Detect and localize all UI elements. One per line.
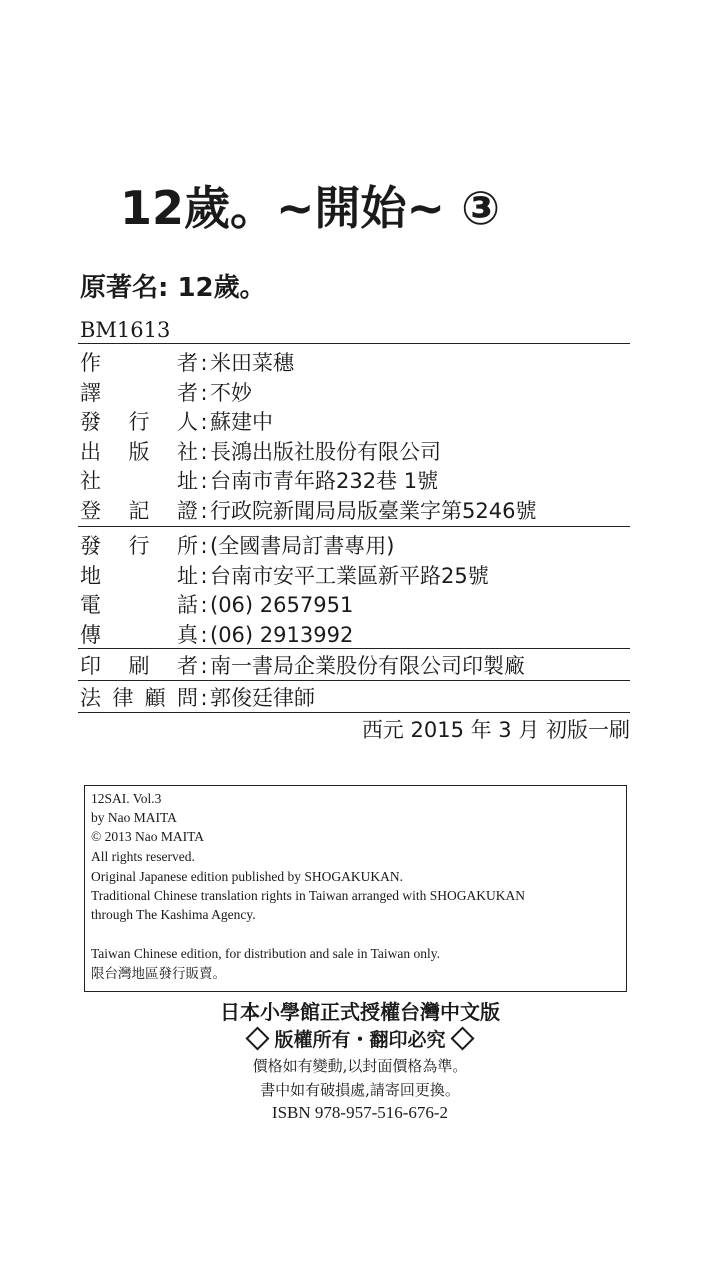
price-note: 價格如有變動,以封面價格為準。 bbox=[252, 1057, 468, 1075]
colon: : bbox=[200, 534, 208, 558]
credit-value: 不妙 bbox=[210, 380, 252, 405]
original-title: 原著名: 12歲。 bbox=[80, 273, 266, 303]
colon: : bbox=[200, 622, 208, 647]
credit-row bbox=[80, 437, 441, 467]
credit-row bbox=[80, 407, 273, 437]
divider bbox=[78, 680, 630, 681]
credit-label: 發行人 bbox=[80, 410, 198, 435]
divider bbox=[78, 712, 630, 713]
copyright-line: © 2013 Nao MAITA bbox=[91, 829, 205, 844]
credit-row bbox=[80, 651, 525, 681]
credit-value: 台南市安平工業區新平路25號 bbox=[210, 563, 489, 588]
credit-label: 發行所 bbox=[80, 534, 198, 558]
copyright-line: 12SAI. Vol.3 bbox=[91, 791, 162, 806]
rights-text: 版權所有・翻印必究 bbox=[274, 1029, 446, 1051]
colon: : bbox=[200, 351, 208, 375]
credit-label: 譯者 bbox=[80, 380, 198, 405]
credit-label: 登記證 bbox=[80, 499, 198, 523]
diamond-icon bbox=[246, 1026, 270, 1050]
colon: : bbox=[200, 469, 208, 494]
colon: : bbox=[200, 410, 208, 435]
edition-line: 西元 2015 年 3 月 初版一刷 bbox=[361, 718, 630, 742]
divider bbox=[78, 648, 630, 649]
credit-row bbox=[80, 496, 536, 526]
divider bbox=[78, 343, 630, 344]
credit-row bbox=[80, 590, 353, 620]
colon: : bbox=[200, 499, 208, 523]
credit-row bbox=[80, 531, 394, 561]
credit-row bbox=[80, 348, 294, 378]
credit-value: 米田菜穗 bbox=[210, 351, 294, 375]
credit-row bbox=[80, 683, 315, 713]
distribution-line: Taiwan Chinese edition, for distribution and sale in Taiwan only. bbox=[91, 946, 441, 961]
colon: : bbox=[200, 686, 208, 710]
copyright-line: All rights reserved. bbox=[91, 849, 195, 864]
credit-value: (06) 2913992 bbox=[210, 622, 354, 647]
credit-row bbox=[80, 378, 252, 408]
copyright-line: Original Japanese edition published by SHOGAKUKAN. bbox=[91, 869, 403, 884]
colon: : bbox=[200, 593, 208, 618]
credit-value: 台南市青年路232巷 1號 bbox=[210, 469, 439, 494]
divider bbox=[78, 526, 630, 527]
credit-row bbox=[80, 466, 438, 496]
copyright-line: through The Kashima Agency. bbox=[91, 907, 256, 922]
colon: : bbox=[200, 563, 208, 588]
license-statement: 日本小學館正式授權台灣中文版 bbox=[220, 1000, 500, 1024]
credit-label: 社址 bbox=[80, 469, 198, 494]
credit-value: 長鴻出版社股份有限公司 bbox=[210, 439, 441, 464]
book-title: 12歲。~開始~ ③ bbox=[120, 181, 501, 235]
credit-value: (06) 2657951 bbox=[210, 593, 354, 618]
credit-row bbox=[80, 620, 353, 650]
copyright-line: by Nao MAITA bbox=[91, 810, 177, 825]
credit-label: 地址 bbox=[80, 563, 198, 588]
distribution-line-zh: 限台灣地區發行販賣。 bbox=[91, 966, 226, 981]
credit-row bbox=[80, 561, 489, 591]
isbn: ISBN 978-957-516-676-2 bbox=[271, 1103, 449, 1122]
credit-label: 傳真 bbox=[80, 622, 198, 647]
colon: : bbox=[200, 654, 208, 678]
rights-statement bbox=[0, 1025, 720, 1055]
credit-value: 蘇建中 bbox=[210, 410, 273, 435]
book-code: BM1613 bbox=[80, 318, 171, 342]
credit-label: 電話 bbox=[80, 593, 198, 618]
credit-label: 法律顧問 bbox=[80, 686, 198, 710]
credit-value: 南一書局企業股份有限公司印製廠 bbox=[210, 654, 525, 678]
credit-value: 行政院新聞局局版臺業字第5246號 bbox=[210, 499, 537, 523]
credit-label: 出版社 bbox=[80, 439, 198, 464]
credit-value: (全國書局訂書專用) bbox=[210, 534, 395, 558]
damage-note: 書中如有破損處,請寄回更換。 bbox=[260, 1081, 460, 1099]
copyright-box bbox=[84, 785, 627, 992]
credit-value: 郭俊廷律師 bbox=[210, 686, 315, 710]
credit-label: 印刷者 bbox=[80, 654, 198, 678]
colon: : bbox=[200, 439, 208, 464]
diamond-icon bbox=[450, 1026, 474, 1050]
copyright-line: Traditional Chinese translation rights in Taiwan arranged with SHOGAKUKAN bbox=[91, 888, 525, 903]
credit-label: 作者 bbox=[80, 351, 198, 375]
colon: : bbox=[200, 380, 208, 405]
